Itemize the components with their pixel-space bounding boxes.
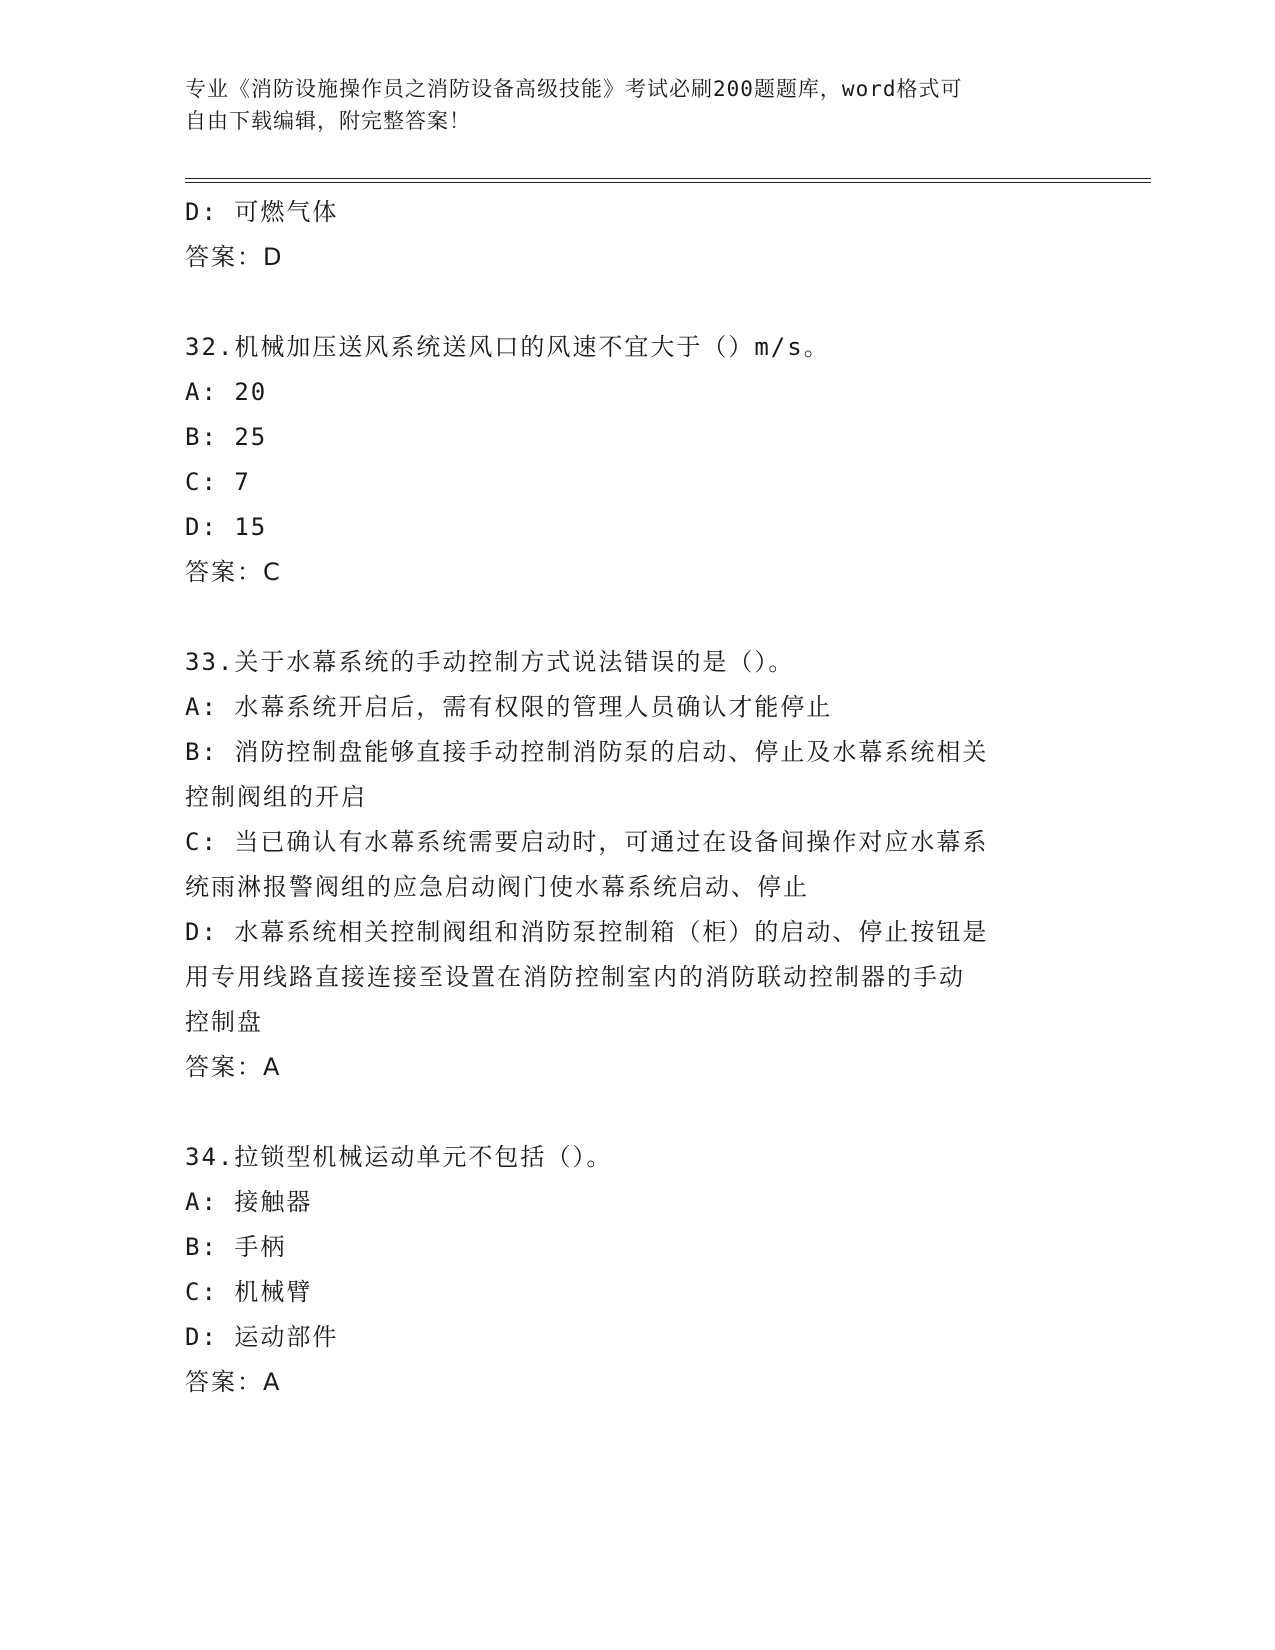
option-d: D: 15 xyxy=(185,513,268,541)
continued-question xyxy=(185,190,1085,280)
option-b: B: 手柄 xyxy=(185,1233,287,1261)
header-line-2: 自由下载编辑，附完整答案！ xyxy=(185,109,471,133)
question-33 xyxy=(185,640,1085,1090)
option-a: A: 水幕系统开启后，需有权限的管理人员确认才能停止 xyxy=(185,693,833,721)
header-divider-top xyxy=(185,178,1151,179)
question-34 xyxy=(185,1135,1085,1405)
option-c: C: 机械臂 xyxy=(185,1278,313,1306)
spacer xyxy=(185,280,1085,325)
option-d: D: 水幕系统相关控制阀组和消防泵控制箱（柜）的启动、停止按钮是 xyxy=(185,918,989,946)
option-b: B: 消防控制盘能够直接手动控制消防泵的启动、停止及水幕系统相关 xyxy=(185,738,989,766)
option-a: A: 接触器 xyxy=(185,1188,313,1216)
answer-line: 答案：C xyxy=(185,558,282,586)
option-c: C: 7 xyxy=(185,468,251,496)
answer-line: 答案：A xyxy=(185,1368,282,1396)
answer-line: 答案：D xyxy=(185,243,284,271)
spacer xyxy=(185,595,1085,640)
header-line-1: 专业《消防设施操作员之消防设备高级技能》考试必刷200题题库，word格式可 xyxy=(185,77,963,101)
header-divider-bottom xyxy=(185,182,1151,183)
option-d: D: 可燃气体 xyxy=(185,198,339,226)
option-b: B: 25 xyxy=(185,423,268,451)
document-header xyxy=(185,73,1065,137)
question-stem: 34.拉锁型机械运动单元不包括（）。 xyxy=(185,1143,613,1171)
option-c-continued: 统雨淋报警阀组的应急启动阀门使水幕系统启动、停止 xyxy=(185,873,809,901)
spacer xyxy=(185,1090,1085,1135)
question-stem: 32.机械加压送风系统送风口的风速不宜大于（）m/s。 xyxy=(185,333,830,361)
option-d: D: 运动部件 xyxy=(185,1323,339,1351)
question-32 xyxy=(185,325,1085,595)
question-content xyxy=(185,190,1085,1405)
option-d-continued: 控制盘 xyxy=(185,1008,263,1036)
option-d-continued: 用专用线路直接连接至设置在消防控制室内的消防联动控制器的手动 xyxy=(185,963,965,991)
option-b-continued: 控制阀组的开启 xyxy=(185,783,367,811)
answer-line: 答案：A xyxy=(185,1053,282,1081)
option-c: C: 当已确认有水幕系统需要启动时，可通过在设备间操作对应水幕系 xyxy=(185,828,989,856)
option-a: A: 20 xyxy=(185,378,268,406)
question-stem: 33.关于水幕系统的手动控制方式说法错误的是（）。 xyxy=(185,648,795,676)
